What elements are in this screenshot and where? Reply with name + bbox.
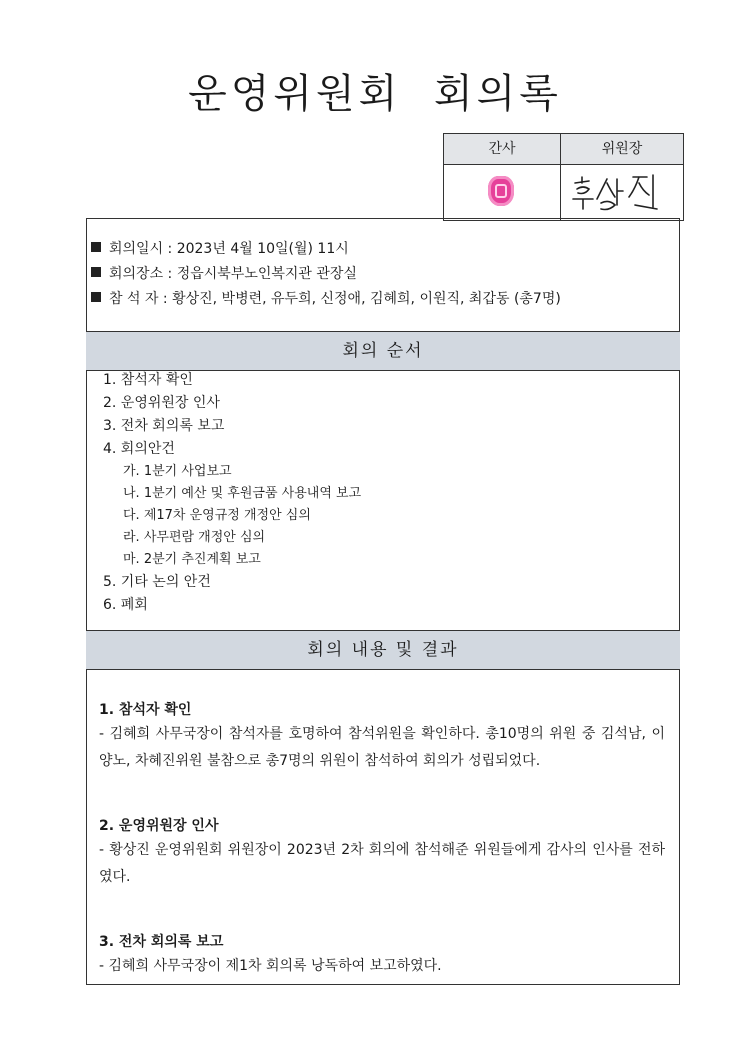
info-row-datetime: 회의일시 : 2023년 4월 10일(월) 11시 [91,237,561,262]
bullet-square-icon [91,292,101,302]
agenda-list [103,369,361,617]
agenda-item: 2. 운영위원장 인사 [103,395,220,411]
title-word-2: 회의록 [434,71,562,117]
results-title-bar: 회의 내용 및 결과 [86,630,680,670]
bullet-square-icon [91,267,101,277]
minutes-frame [86,218,680,985]
approval-cell-chair [561,165,683,220]
agenda-item: 5. 기타 논의 안건 [103,574,211,590]
bullet-square-icon [91,242,101,252]
agenda-subitem: 다. 제17차 운영규정 개정안 심의 [123,508,311,523]
section-body: - 황상진 운영위원회 위원장이 2023년 2차 회의에 참석해준 위원들에게 감사의 인사를 전하였다. [99,842,665,885]
approval-header-secretary: 간사 [444,134,561,165]
seal-stamp-icon [488,176,514,206]
meeting-info [91,237,561,312]
agenda-subitem: 가. 1분기 사업보고 [123,464,232,479]
agenda-item: 6. 폐회 [103,597,148,613]
page-title [0,62,750,119]
agenda-subitem: 마. 2분기 추진계획 보고 [123,552,261,567]
approval-cell-secretary [444,165,561,220]
agenda-item: 1. 참석자 확인 [103,372,193,388]
agenda-subitem: 나. 1분기 예산 및 후원금품 사용내역 보고 [123,486,362,501]
section-heading: 3. 전차 회의록 보고 [99,934,224,950]
section-heading: 2. 운영위원장 인사 [99,818,219,834]
approval-box [443,133,684,221]
section-body: - 김혜희 사무국장이 참석자를 호명하여 참석위원을 확인하다. 총10명의 위원 중 김석남, 이양노, 차혜진위원 불참으로 총7명의 위원이 참석하여 회의가 성립되었다. [99,726,665,769]
section-heading: 1. 참석자 확인 [99,702,192,718]
approval-header-chair: 위원장 [561,134,683,165]
signature-icon [569,169,679,215]
agenda-item: 3. 전차 회의록 보고 [103,418,225,434]
agenda-subitem: 라. 사무편람 개정안 심의 [123,530,266,545]
title-word-1: 운영위원회 [188,71,402,117]
results-content [99,699,665,980]
agenda-title-bar: 회의 순서 [86,331,680,371]
agenda-item: 4. 회의안건 [103,441,175,457]
section-body: - 김혜희 사무국장이 제1차 회의록 낭독하여 보고하였다. [99,958,442,974]
info-row-place: 회의장소 : 정읍시북부노인복지관 관장실 [91,262,561,287]
info-row-attendees: 참 석 자 : 황상진, 박병련, 유두희, 신정애, 김혜희, 이원직, 최갑동 (총7명) [91,287,561,312]
